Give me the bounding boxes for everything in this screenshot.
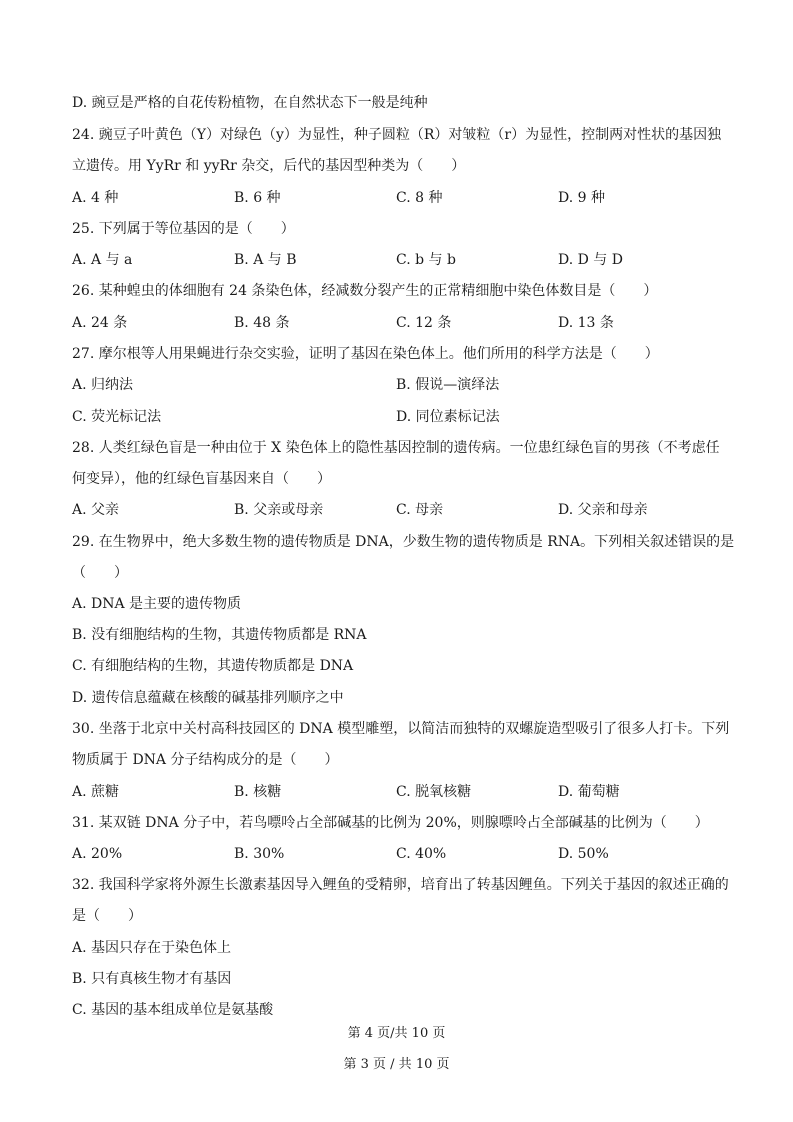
q24-option-a: A. 4 种: [72, 190, 119, 206]
q27-option-c: C. 荧光标记法: [72, 409, 162, 425]
q31-option-d: D. 50%: [558, 846, 609, 862]
q28-option-c: C. 母亲: [396, 502, 444, 518]
q26-option-b: B. 48 条: [234, 315, 290, 331]
q24-stem-line2: 立遗传。用 YyRr 和 yyRr 杂交，后代的基因型种类为（ ）: [72, 158, 466, 174]
q28-stem-line2: 何变异），他的红绿色盲基因来自（ ）: [72, 471, 331, 487]
q29-option-d: D. 遗传信息蕴藏在核酸的碱基排列顺序之中: [72, 690, 344, 706]
q25-option-c: C. b 与 b: [396, 252, 456, 268]
q28-option-d: D. 父亲和母亲: [558, 502, 648, 518]
q25-option-d: D. D 与 D: [558, 252, 623, 268]
q29-option-c: C. 有细胞结构的生物，其遗传物质都是 DNA: [72, 658, 354, 674]
q27-option-a: A. 归纳法: [72, 377, 134, 393]
q23-option-d: D. 豌豆是严格的自花传粉植物，在自然状态下一般是纯种: [72, 95, 428, 111]
q25-option-b: B. A 与 B: [234, 252, 297, 268]
q31-option-b: B. 30%: [234, 846, 285, 862]
q27-option-d: D. 同位素标记法: [396, 409, 500, 425]
q31-option-c: C. 40%: [396, 846, 447, 862]
q27-stem: 27. 摩尔根等人用果蝇进行杂交实验，证明了基因在染色体上。他们所用的科学方法是（ ）: [72, 346, 659, 362]
q29-option-b: B. 没有细胞结构的生物，其遗传物质都是 RNA: [72, 627, 367, 643]
q24-stem-line1: 24. 豌豆子叶黄色（Y）对绿色（y）为显性，种子圆粒（R）对皱粒（r）为显性，控制两对性状的基因独: [72, 127, 722, 143]
page-number-inner: 第 4 页/共 10 页: [347, 1026, 446, 1041]
q29-option-a: A. DNA 是主要的遗传物质: [72, 596, 242, 612]
q24-option-d: D. 9 种: [558, 190, 605, 206]
q32-stem-line1: 32. 我国科学家将外源生长激素基因导入鲤鱼的受精卵，培育出了转基因鲤鱼。下列关于基因的叙述正确的: [72, 877, 729, 893]
q27-option-b: B. 假说—演绎法: [396, 377, 500, 393]
q26-option-a: A. 24 条: [72, 315, 128, 331]
q30-option-c: C. 脱氧核糖: [396, 784, 472, 800]
q26-option-d: D. 13 条: [558, 315, 614, 331]
q31-stem: 31. 某双链 DNA 分子中，若鸟嘌呤占全部碱基的比例为 20%，则腺嘌呤占全部碱基的比例为（ ）: [72, 815, 709, 831]
q30-stem-line2: 物质属于 DNA 分子结构成分的是（ ）: [72, 752, 339, 768]
q24-option-c: C. 8 种: [396, 190, 443, 206]
q26-stem: 26. 某种蝗虫的体细胞有 24 条染色体，经减数分裂产生的正常精细胞中染色体数目是（ ）: [72, 283, 658, 299]
q32-stem-line2: 是（ ）: [72, 908, 142, 924]
q30-option-d: D. 葡萄糖: [558, 784, 620, 800]
q24-option-b: B. 6 种: [234, 190, 281, 206]
q25-stem: 25. 下列属于等位基因的是（ ）: [72, 221, 295, 237]
q32-option-b: B. 只有真核生物才有基因: [72, 971, 232, 987]
q29-stem-line2: （ ）: [72, 565, 128, 581]
q28-option-b: B. 父亲或母亲: [234, 502, 324, 518]
q32-option-c: C. 基因的基本组成单位是氨基酸: [72, 1002, 274, 1018]
q28-option-a: A. 父亲: [72, 502, 120, 518]
q25-option-a: A. A 与 a: [72, 252, 133, 268]
page-number-outer: 第 3 页 / 共 10 页: [343, 1057, 450, 1072]
q28-stem-line1: 28. 人类红绿色盲是一种由位于 X 染色体上的隐性基因控制的遗传病。一位患红绿色盲的男孩（不考虑任: [72, 440, 720, 456]
q31-option-a: A. 20%: [72, 846, 123, 862]
q26-option-c: C. 12 条: [396, 315, 452, 331]
q32-option-a: A. 基因只存在于染色体上: [72, 940, 232, 956]
q30-stem-line1: 30. 坐落于北京中关村高科技园区的 DNA 模型雕塑，以简洁而独特的双螺旋造型吸引了很多人打卡。下列: [72, 721, 730, 737]
q30-option-b: B. 核糖: [234, 784, 282, 800]
q30-option-a: A. 蔗糖: [72, 784, 120, 800]
q29-stem-line1: 29. 在生物界中，绝大多数生物的遗传物质是 DNA，少数生物的遗传物质是 RNA。下列相关叙述错误的是: [72, 534, 735, 550]
